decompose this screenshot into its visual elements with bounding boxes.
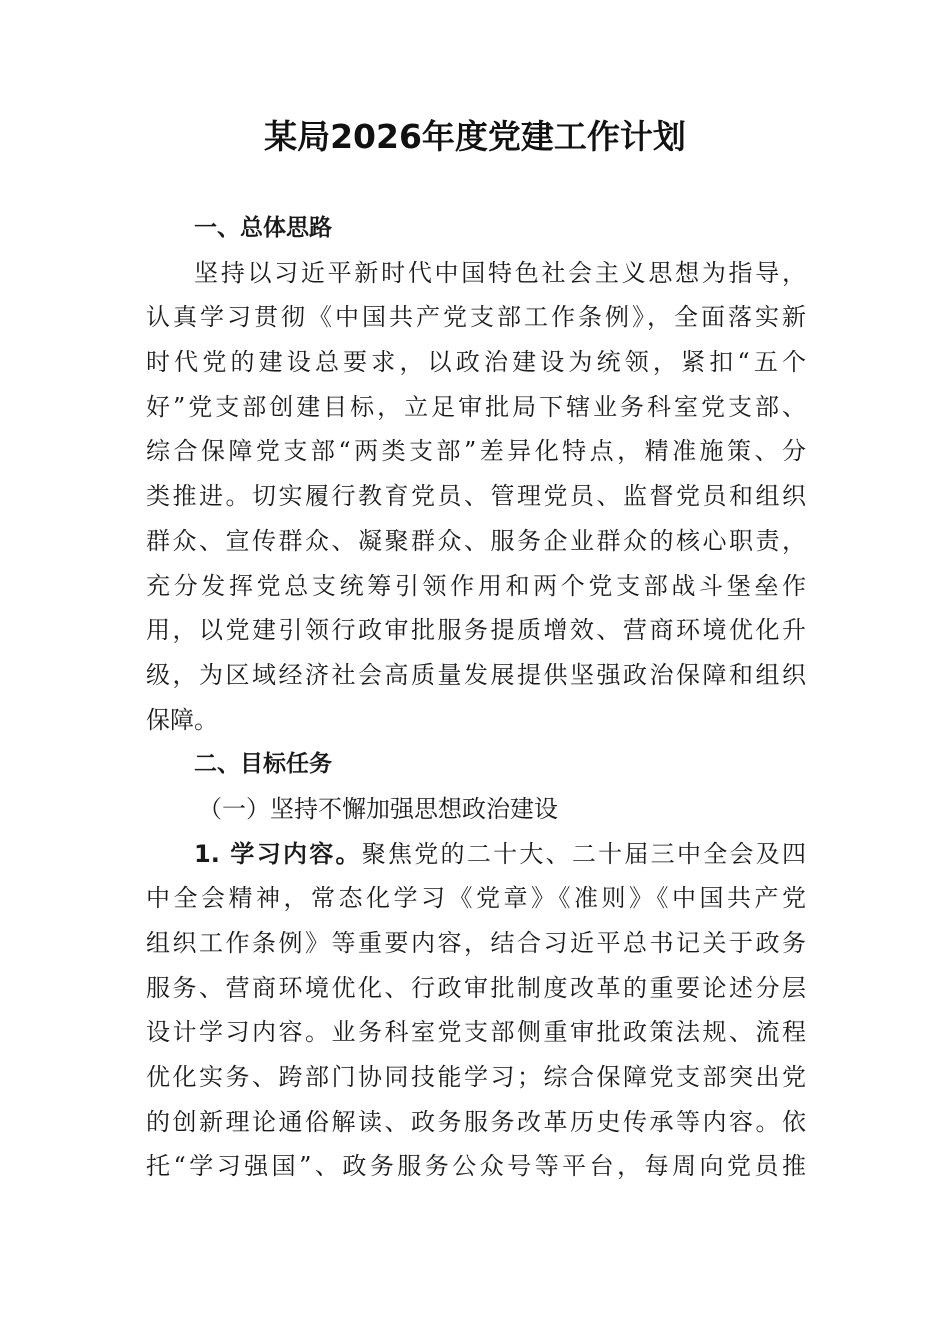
paragraph-line: 组织工作条例》等重要内容，结合习近平总书记关于政务 [146,929,806,957]
document-body [146,206,806,1189]
item-lead: 1. 学习内容。 [194,839,362,868]
document-title: 某局2026年度党建工作计划 [264,117,686,156]
paragraph-line: 好”党支部创建目标，立足审批局下辖业务科室党支部、 [146,392,806,421]
paragraph-line: 时代党的建设总要求，以政治建设为统领，紧扣“五个 [146,348,806,377]
item-first-line-text: 聚焦党的二十大、二十届三中全会及四 [361,839,807,868]
item-first-line [146,832,806,877]
section-heading-2: 二、目标任务 [194,751,332,778]
paragraph-line: 保障。 [146,705,218,734]
paragraph-line: 类推进。切实履行教育党员、管理党员、监督党员和组织 [146,482,806,511]
paragraph-line: 综合保障党支部“两类支部”差异化特点，精准施策、分 [146,437,806,466]
paragraph-line: 坚持以习近平新时代中国特色社会主义思想为指导， [194,258,806,287]
paragraph-line: 级，为区域经济社会高质量发展提供坚强政治保障和组织 [146,660,806,689]
paragraph-line: 充分发挥党总支统筹引领作用和两个党支部战斗堡垒作 [146,571,806,600]
paragraph-line: 服务、营商环境优化、行政审批制度改革的重要论述分层 [146,973,806,1002]
subsection-heading: （一）坚持不懈加强思想政治建设 [198,794,558,823]
paragraph-line: 中全会精神，常态化学习《党章》《准则》《中国共产党 [146,884,806,913]
paragraph-line: 认真学习贯彻《中国共产党支部工作条例》，全面落实新 [146,303,806,332]
paragraph-line: 优化实务、跨部门协同技能学习；综合保障党支部突出党 [146,1063,806,1092]
paragraph-line: 托“学习强国”、政务服务公众号等平台，每周向党员推 [146,1152,806,1181]
paragraph-line: 用，以党建引领行政审批服务提质增效、营商环境优化升 [146,616,806,645]
paragraph-line: 的创新理论通俗解读、政务服务改革历史传承等内容。依 [146,1107,806,1136]
paragraph-line: 群众、宣传群众、凝聚群众、服务企业群众的核心职责， [146,526,806,555]
section-heading-1: 一、总体思路 [194,215,332,241]
paragraph-line: 设计学习内容。业务科室党支部侧重审批政策法规、流程 [146,1018,806,1047]
